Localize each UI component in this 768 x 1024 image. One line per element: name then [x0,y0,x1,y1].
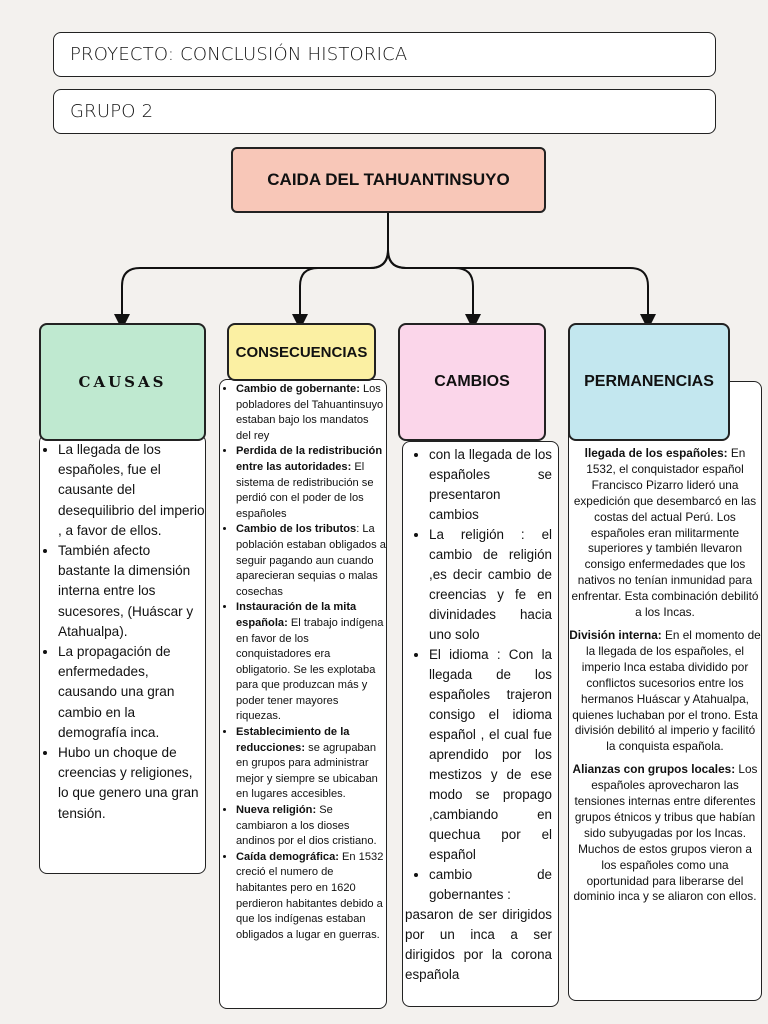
list-item [569,762,761,905]
list-item [236,444,386,522]
permanencias-box [568,323,730,441]
consecuencias-list [220,382,386,943]
cambios-list [403,445,552,905]
list-item: • La religión : el cambio de religión ,es decir cambio de creencias y fe en divinidades hacia uno solo [429,525,552,645]
list-item [236,522,386,600]
list-item [569,628,761,755]
item-text: se agrupaban en grupos para administrar mejor y siempre se ubicaban en lugares accesibles. [236,741,378,801]
list-item: • cambio de gobernantes : [429,865,552,905]
causas-box [39,323,206,441]
item-title: Cambio de los tributos [236,523,357,536]
item-title: Perdida de la redistribución entre las autoridades: [236,445,383,473]
project-title: PROYECTO: CONCLUSIÓN HISTORICA [70,44,408,65]
list-item: • con la llegada de los españoles se presentaron cambios [429,445,552,525]
item-text: : La población estaban obligados a seguir pagando aun cuando aparecieran sequias o malas cosechas [236,523,386,598]
list-item [236,803,386,850]
list-item: • También afecto bastante la dimensión interna entre los sucesores, (Huáscar y Atahualpa). [58,541,205,642]
group-label: GRUPO 2 [70,101,154,122]
item-title: llegada de los españoles: [584,446,728,460]
list-item [236,382,386,444]
consecuencias-label: CONSECUENCIAS [235,343,368,361]
cambios-label: CAMBIOS [434,373,510,390]
list-item: • La llegada de los españoles, fue el causante del desequilibrio del imperio , a favor de ellos. [58,440,205,541]
permanencias-label: PERMANENCIAS [584,373,714,390]
group-box [53,89,716,134]
item-text: Se cambiaron a los dioses andinos por el dios cristiano. [236,804,377,848]
list-item: • El idioma : Con la llegada de los españoles trajeron consigo el idioma español , el cual fue aprendido por los mestizos y de ese modo se propago ,cambiando en quechua por el español [429,645,552,865]
main-title: CAIDA DEL TAHUANTINSUYO [267,170,510,189]
item-text: El trabajo indígena en favor de los conquistadores era obligatorio. Se les explotaba para que produzcan más y poder tener mayores riquezas. [236,616,384,723]
item-title: División interna: [569,627,662,642]
item-title: Instauración de la mita española: [236,601,357,629]
permanencias-panel [568,381,762,1001]
item-text: El sistema de redistribución se perdió con el poder de los españoles [236,460,374,520]
item-text: En 1532 creció el numero de habitantes pero en 1620 perdieron habitantes debido a que los indígenas estaban obligados a lugar en guerras. [236,850,384,941]
cambios-tail-text: pasaron de ser dirigidos por un inca a ser dirigidos por la corona española [405,907,552,982]
cambios-box [398,323,546,441]
consecuencias-panel [219,379,387,1009]
item-title: Alianzas con grupos locales: [572,762,736,777]
item-text: Los españoles aprovecharon las tensiones internas entre diferentes grupos étnicos y tribus que habían sido subyugadas por los Incas. Muchos de estos grupos vieron a los españoles como una oportunidad para liberarse del dominio inca y se aliaron con ellos. [573,762,758,904]
list-item: • Hubo un choque de creencias y religiones, lo que genero una gran tensión. [58,743,205,824]
list-item [236,600,386,725]
list-item [236,850,386,944]
item-text: En el momento de la llegada de los españoles, el imperio Inca estaba dividido por conflictos sucesorios entre los hermanos Huáscar y Atahualpa, quienes luchaban por el trono. Esta división debilitó al imperio y facilitó la conquista española. [572,627,761,754]
item-text: Los pobladores del Tahuantinsuyo estaban bajo los mandatos del rey [236,383,384,442]
list-item: • La propagación de enfermedades, causando una gran cambio en la demografía inca. [58,642,205,743]
project-title-box [53,32,716,77]
item-text: En 1532, el conquistador español Francisco Pizarro lideró una expedición que desembarcó en las costas del actual Perú. Los españoles eran militarmente superiores y también llevaron consigo enfermedades que los nativos no tenían inmunidad para enfrentar. Esta combinación debilitó a los Incas. [571,446,759,620]
consecuencias-box [227,323,376,381]
item-title: Cambio de gobernante: [236,383,360,395]
cambios-panel [402,441,559,1007]
causas-label: CAUSAS [78,373,167,391]
causas-list [40,440,205,824]
list-item [569,446,761,621]
causas-panel [39,434,206,874]
item-title: Establecimiento de la reducciones: [236,726,350,754]
item-title: Caída demográfica: [236,850,339,863]
list-item [236,725,386,803]
main-title-box [231,147,546,213]
item-title: Nueva religión: [236,804,317,817]
